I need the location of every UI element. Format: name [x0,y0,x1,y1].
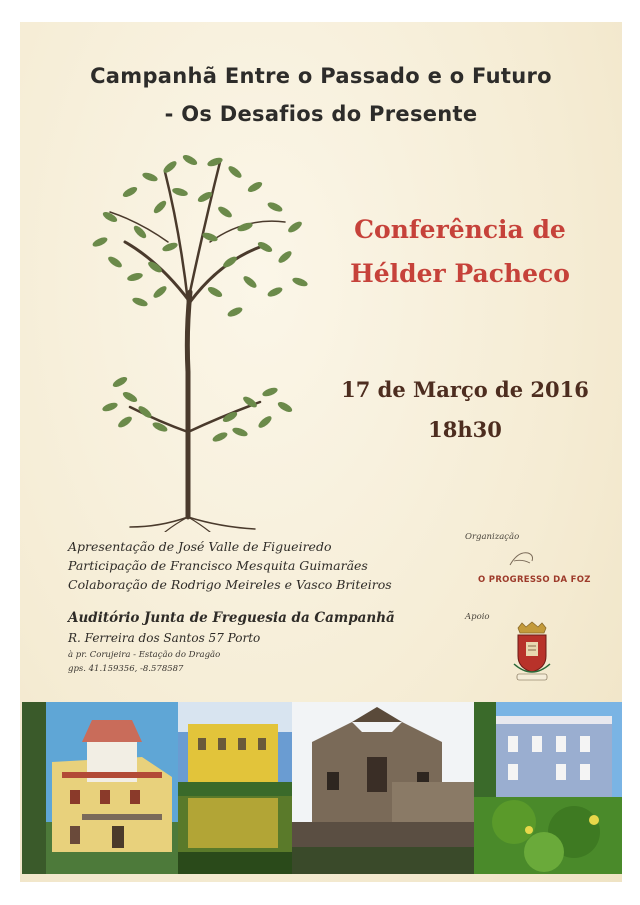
credits-block [68,537,392,594]
photo-palace-garden [474,702,622,874]
organization-name: O PROGRESSO DA FOZ [478,575,591,585]
photo-palace-pond [178,702,292,874]
poster [20,22,622,882]
poster-title-line2: - Os Desafios do Presente [164,102,478,126]
venue-gps: gps. 41.159356, -8.578587 [68,664,184,674]
progresso-logo-mark [508,547,538,569]
organization-label: Organização [465,532,520,542]
credit-participation: Participação de Francisco Mesquita Guimarães [68,558,368,573]
credit-collaboration: Colaboração de Rodrigo Meireles e Vasco Briteiros [68,577,392,592]
conference-title: Conferência de [354,215,566,244]
photo-stone-manor [292,702,474,874]
freguesia-coat-of-arms [508,620,556,684]
credit-presentation: Apresentação de José Valle de Figueiredo [68,539,332,554]
photo-house-yellow [22,702,178,874]
event-date: 17 de Março de 2016 [341,377,589,402]
venue-directions: à pr. Corujeira - Estação do Dragão [68,650,221,660]
event-time: 18h30 [428,417,502,442]
conference-speaker: Hélder Pacheco [350,259,570,288]
support-label: Apoio [465,612,490,622]
tree-illustration [70,132,330,532]
poster-title-line1: Campanhã Entre o Passado e o Futuro [90,64,552,88]
venue-address: R. Ferreira dos Santos 57 Porto [68,631,261,645]
venue-name: Auditório Junta de Freguesia da Campanhã [68,610,395,626]
